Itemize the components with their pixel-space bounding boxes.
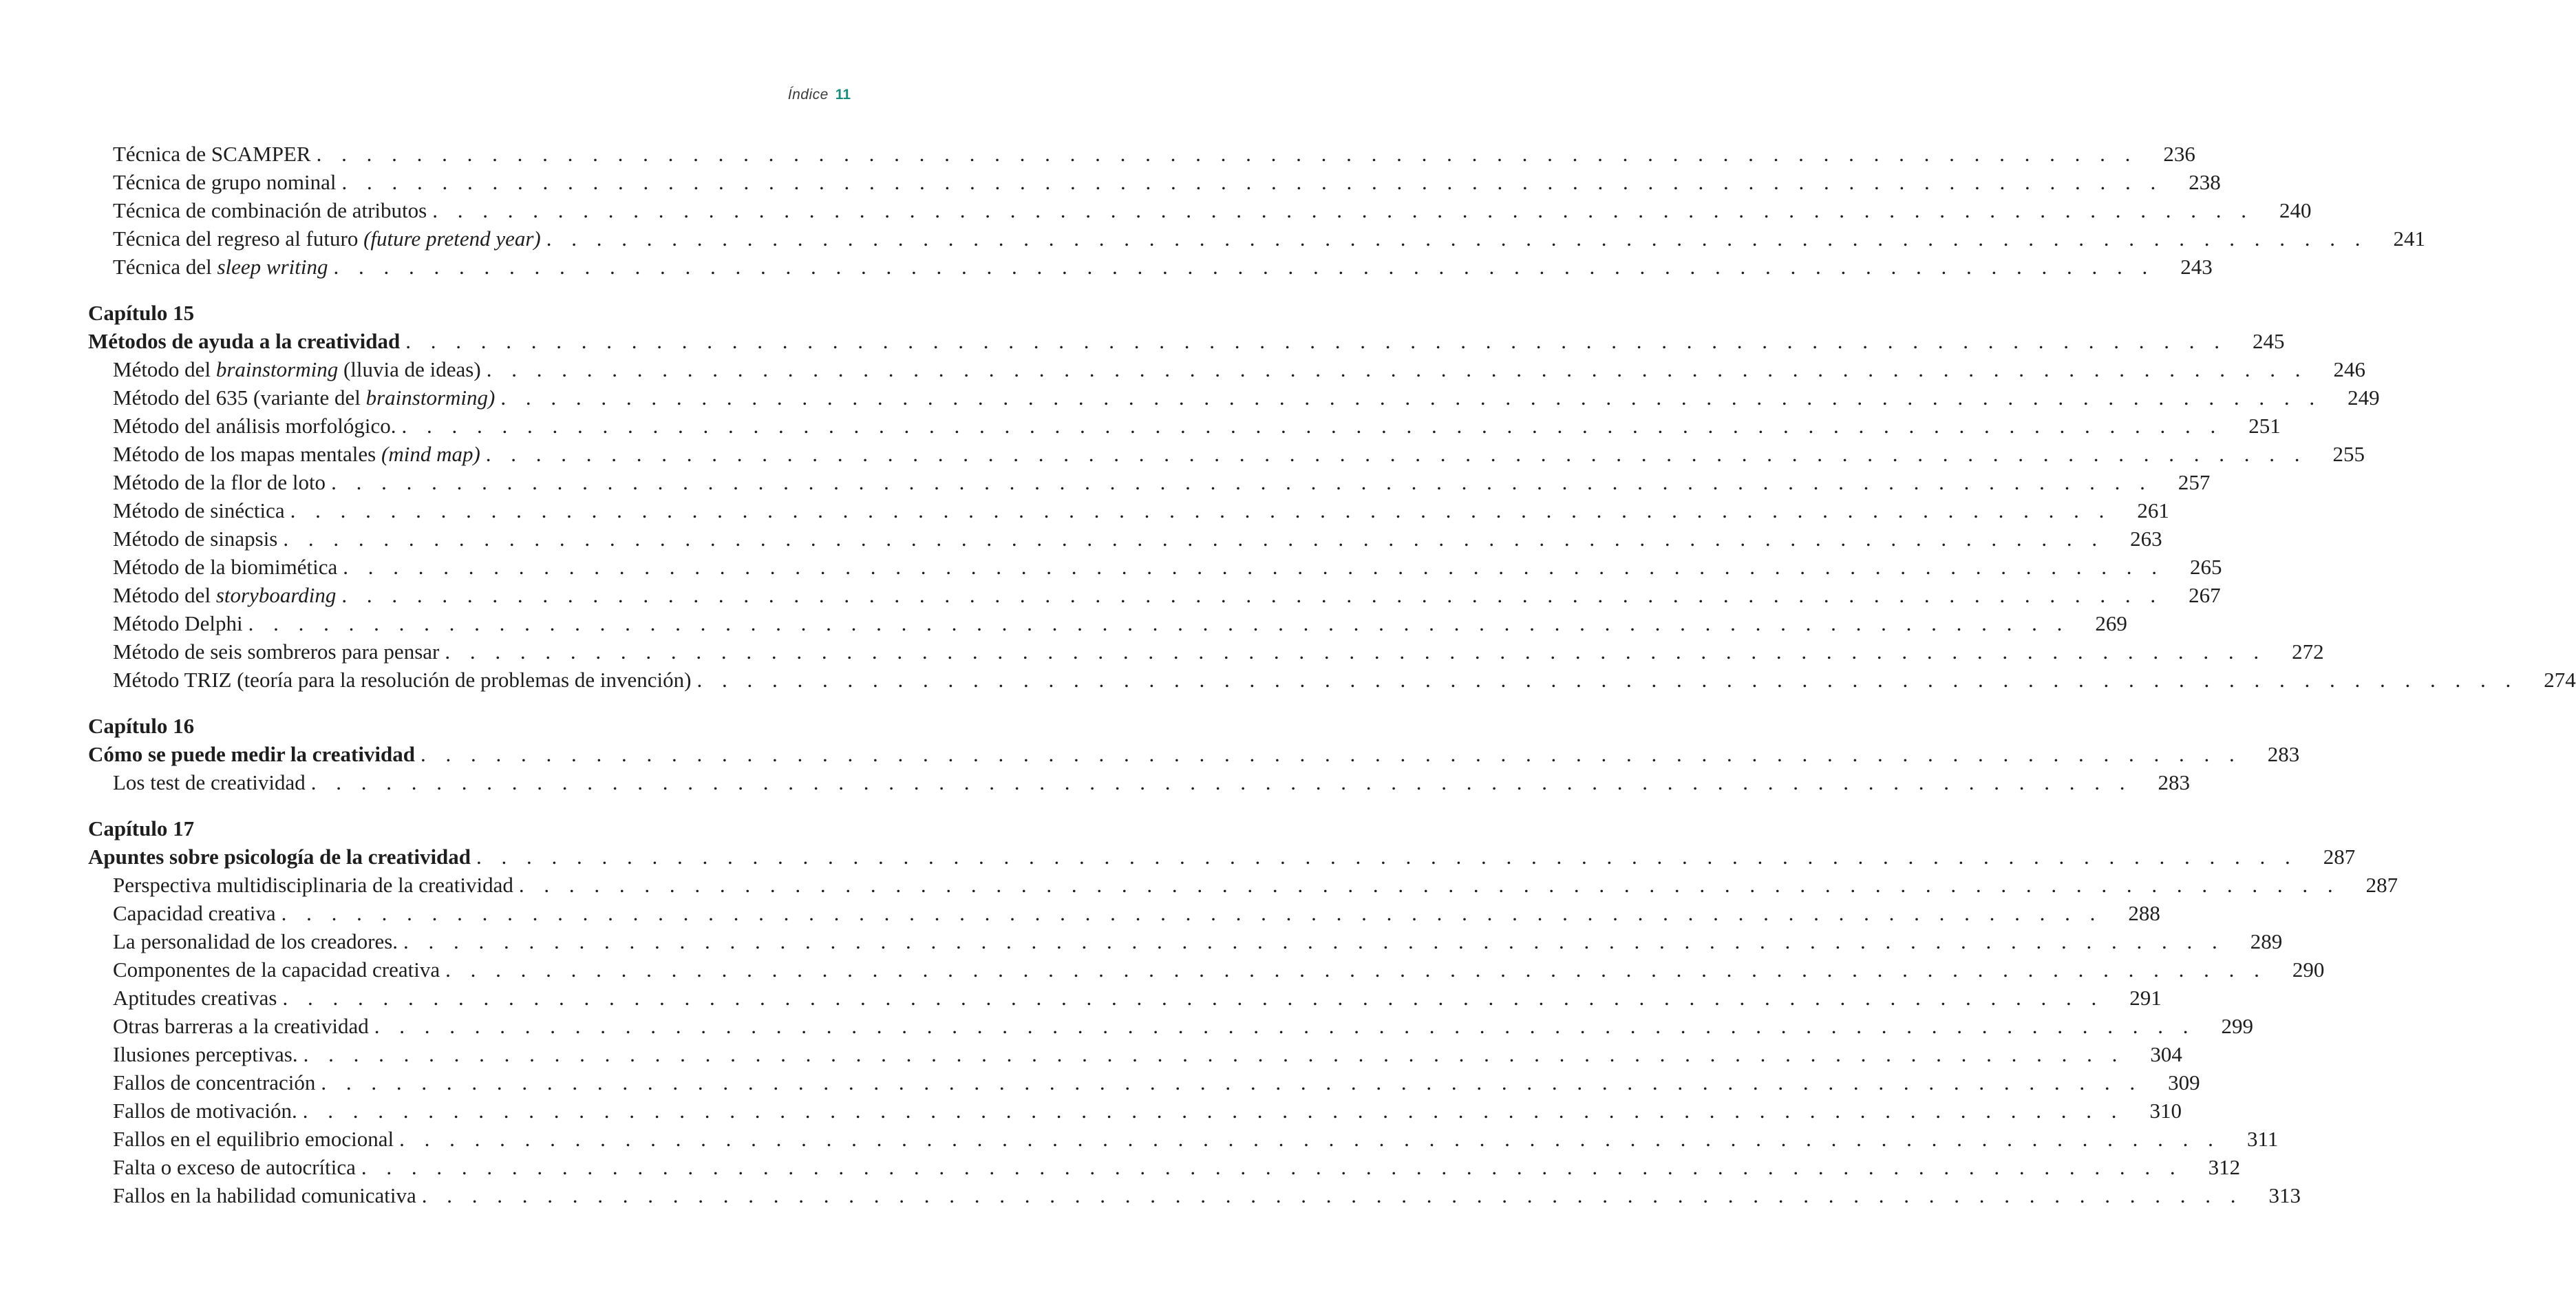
- dot-leader: . . . . . . . . . . . . . . . . . . . . . . . . . . . . . . . . . . . . . . . . . . . . . . . . . . . . . . . . . . . . . . . . . . . . . . . . .: [546, 226, 2368, 251]
- toc-entry-title: [88, 871, 513, 899]
- chapter-label: Capítulo 17: [88, 816, 195, 840]
- toc-entry-row[interactable]: [88, 927, 2283, 955]
- toc-chapter-title-row[interactable]: [88, 740, 2300, 768]
- toc-page-number: 251: [2248, 414, 2281, 438]
- dot-leader: . . . . . . . . . . . . . . . . . . . . . . . . . . . . . . . . . . . . . . . . . . . . . . . . . . . . . . . . . . . . . . . . . . . . . . . . .: [445, 958, 2267, 982]
- title-segment: Método de la flor de loto: [113, 470, 326, 494]
- toc-entry-title: [88, 637, 439, 666]
- title-segment: Técnica de grupo nominal: [113, 170, 337, 194]
- toc-entry-title: [88, 412, 396, 440]
- title-segment: Método del: [113, 583, 216, 607]
- page-number: 11: [835, 87, 851, 103]
- toc-entry-row[interactable]: [88, 871, 2398, 899]
- toc-entry-title: [88, 609, 243, 637]
- toc-page-number: 289: [2250, 929, 2283, 953]
- toc-page-number: 257: [2178, 470, 2211, 494]
- toc-page-number: 291: [2129, 986, 2162, 1010]
- toc-entry-title: [88, 383, 495, 412]
- toc-page-number: 310: [2149, 1099, 2182, 1123]
- title-segment: (mind map): [381, 442, 480, 466]
- dot-leader: . . . . . . . . . . . . . . . . . . . . . . . . . . . . . . . . . . . . . . . . . . . . . . . . . . . . . . . . . . . . . . . . . . . . . . . . .: [476, 845, 2298, 869]
- dot-leader: . . . . . . . . . . . . . . . . . . . . . . . . . . . . . . . . . . . . . . . . . . . . . . . . . . . . . . . . . . . . . . . . . . . . . . . . .: [403, 929, 2225, 953]
- title-segment: Método del 635 (variante del: [113, 385, 366, 410]
- toc-entry-title: [88, 899, 276, 927]
- dot-leader: . . . . . . . . . . . . . . . . . . . . . . . . . . . . . . . . . . . . . . . . . . . . . . . . . . . . . . . . . . . . . . . . . . . . . . . . .: [445, 639, 2266, 664]
- title-segment: storyboarding: [215, 583, 337, 607]
- toc-entry-row[interactable]: [88, 168, 2221, 196]
- title-segment: Ilusiones perceptivas.: [113, 1042, 298, 1066]
- dot-leader: . . . . . . . . . . . . . . . . . . . . . . . . . . . . . . . . . . . . . . . . . . . . . . . . . . . . . . . . . . . . . . . . . . . . . . . . .: [401, 414, 2223, 438]
- toc-page-number: 304: [2150, 1042, 2182, 1066]
- dot-leader: . . . . . . . . . . . . . . . . . . . . . . . . . . . . . . . . . . . . . . . . . . . . . . . . . . . . . . . . . . . . . . . . . . . . . . . . .: [248, 611, 2069, 635]
- chapter-label: Capítulo 15: [88, 301, 195, 325]
- title-segment: Capacidad creativa: [113, 901, 276, 925]
- title-segment: (future pretend year): [363, 226, 541, 251]
- toc-entry-row[interactable]: [88, 899, 2160, 927]
- toc-entry-title: [88, 843, 471, 871]
- title-segment: Falta o exceso de autocrítica: [113, 1155, 356, 1179]
- toc-entry-row[interactable]: [88, 581, 2221, 609]
- toc-entry-row[interactable]: [88, 253, 2213, 281]
- toc-entry-title: [88, 553, 337, 581]
- toc-entry-title: [88, 984, 277, 1012]
- table-of-contents: [88, 140, 2576, 1209]
- title-segment: Métodos de ayuda a la creatividad: [88, 329, 401, 353]
- toc-entry-row[interactable]: [88, 496, 2169, 525]
- toc-page-number: 265: [2190, 555, 2222, 579]
- toc-page-number: 263: [2130, 527, 2162, 551]
- running-head-label: Índice: [787, 87, 829, 103]
- toc-page-number: 283: [2158, 770, 2191, 794]
- section-gap: [88, 694, 824, 712]
- toc-page-number: 249: [2348, 385, 2380, 410]
- toc-entry-row[interactable]: [88, 666, 2576, 694]
- dot-leader: . . . . . . . . . . . . . . . . . . . . . . . . . . . . . . . . . . . . . . . . . . . . . . . . . . . . . . . . . . . . . . . . . . . . . . . . .: [374, 1014, 2196, 1038]
- title-segment: Método Delphi: [113, 611, 243, 635]
- dot-leader: . . . . . . . . . . . . . . . . . . . . . . . . . . . . . . . . . . . . . . . . . . . . . . . . . . . . . . . . . . . . . . . . . . . . . . . . .: [405, 329, 2227, 353]
- title-segment: Los test de creatividad: [113, 770, 306, 794]
- toc-entry-row[interactable]: [88, 553, 2222, 581]
- toc-page-number: 287: [2365, 873, 2398, 897]
- toc-entry-row[interactable]: [88, 1097, 2182, 1125]
- toc-entry-title: [88, 666, 691, 694]
- toc-entry-title: [88, 927, 398, 955]
- title-segment: Fallos de motivación.: [113, 1099, 297, 1123]
- toc-entry-title: [88, 740, 415, 768]
- toc-entry-row[interactable]: [88, 1012, 2254, 1040]
- title-segment: Componentes de la capacidad creativa: [113, 958, 440, 982]
- toc-entry-title: [88, 768, 306, 796]
- dot-leader: . . . . . . . . . . . . . . . . . . . . . . . . . . . . . . . . . . . . . . . . . . . . . . . . . . . . . . . . . . . . . . . . . . . . . . . . .: [486, 357, 2308, 381]
- title-segment: (lluvia de ideas): [338, 357, 481, 381]
- toc-entry-title: [88, 1097, 297, 1125]
- toc-entry-title: [88, 581, 336, 609]
- toc-page-number: 243: [2180, 255, 2213, 279]
- dot-leader: . . . . . . . . . . . . . . . . . . . . . . . . . . . . . . . . . . . . . . . . . . . . . . . . . . . . . . . . . . . . . . . . . . . . . . . . .: [485, 442, 2308, 466]
- dot-leader: . . . . . . . . . . . . . . . . . . . . . . . . . . . . . . . . . . . . . . . . . . . . . . . . . . . . . . . . . . . . . . . . . . . . . . . . .: [282, 986, 2104, 1010]
- dot-leader: . . . . . . . . . . . . . . . . . . . . . . . . . . . . . . . . . . . . . . . . . . . . . . . . . . . . . . . . . . . . . . . . . . . . . . . . .: [310, 770, 2133, 794]
- toc-entry-row[interactable]: [88, 1125, 2279, 1153]
- toc-entry-row[interactable]: [88, 224, 2426, 253]
- toc-page-number: 313: [2268, 1183, 2301, 1207]
- title-segment: La personalidad de los creadores.: [113, 929, 398, 953]
- dot-leader: . . . . . . . . . . . . . . . . . . . . . . . . . . . . . . . . . . . . . . . . . . . . . . . . . . . . . . . . . . . . . . . . . . . . . . . . .: [321, 1070, 2142, 1094]
- toc-page-number: 240: [2279, 198, 2312, 222]
- title-segment: Fallos en el equilibrio emocional: [113, 1127, 394, 1151]
- toc-page-number: 299: [2221, 1014, 2254, 1038]
- toc-page-number: 309: [2168, 1070, 2200, 1094]
- title-segment: Método del análisis morfológico.: [113, 414, 396, 438]
- toc-page-number: 255: [2332, 442, 2365, 466]
- toc-entry-title: [88, 140, 311, 168]
- dot-leader: . . . . . . . . . . . . . . . . . . . . . . . . . . . . . . . . . . . . . . . . . . . . . . . . . . . . . . . . . . . . . . . . . . . . . . . . .: [290, 498, 2111, 522]
- title-segment: Cómo se puede medir la creatividad: [88, 742, 416, 766]
- title-segment: Aptitudes creativas: [113, 986, 277, 1010]
- title-segment: Método TRIZ (teoría para la resolución de problemas de invención): [113, 668, 692, 692]
- toc-page-number: 311: [2246, 1127, 2279, 1151]
- toc-entry-row[interactable]: [88, 1040, 2182, 1068]
- toc-entry-title: [88, 253, 328, 281]
- title-segment: Apuntes sobre psicología de la creatividad: [88, 845, 471, 869]
- toc-entry-row[interactable]: [88, 383, 2380, 412]
- dot-leader: . . . . . . . . . . . . . . . . . . . . . . . . . . . . . . . . . . . . . . . . . . . . . . . . . . . . . . . . . . . . . . . . . . . . . . . . .: [500, 385, 2322, 410]
- toc-page-number: 287: [2323, 845, 2356, 869]
- toc-entry-row[interactable]: [88, 637, 2324, 666]
- toc-page-number: 288: [2128, 901, 2160, 925]
- toc-entry-row[interactable]: [88, 468, 2211, 496]
- toc-page-number: 246: [2333, 357, 2365, 381]
- title-segment: Técnica del: [113, 255, 217, 279]
- toc-entry-title: [88, 525, 277, 553]
- dot-leader: . . . . . . . . . . . . . . . . . . . . . . . . . . . . . . . . . . . . . . . . . . . . . . . . . . . . . . . . . . . . . . . . . . . . . . . . .: [303, 1042, 2125, 1066]
- toc-entry-row[interactable]: [88, 196, 2312, 224]
- title-segment: Fallos en la habilidad comunicativa: [113, 1183, 416, 1207]
- toc-entry-row[interactable]: [88, 1068, 2200, 1097]
- toc-page-number: 274: [2544, 668, 2576, 692]
- title-segment: Perspectiva multidisciplinaria de la creatividad: [113, 873, 513, 897]
- dot-leader: . . . . . . . . . . . . . . . . . . . . . . . . . . . . . . . . . . . . . . . . . . . . . . . . . . . . . . . . . . . . . . . . . . . . . . . . .: [343, 555, 2164, 579]
- toc-entry-row[interactable]: [88, 1153, 2241, 1181]
- dot-leader: . . . . . . . . . . . . . . . . . . . . . . . . . . . . . . . . . . . . . . . . . . . . . . . . . . . . . . . . . . . . . . . . . . . . . . . . .: [432, 198, 2254, 222]
- title-segment: Técnica de SCAMPER: [113, 142, 311, 166]
- toc-entry-title: [88, 196, 427, 224]
- dot-leader: . . . . . . . . . . . . . . . . . . . . . . . . . . . . . . . . . . . . . . . . . . . . . . . . . . . . . . . . . . . . . . . . . . . . . . . . .: [341, 170, 2163, 194]
- toc-entry-row[interactable]: [88, 140, 2195, 168]
- toc-chapter-title-row[interactable]: [88, 843, 2356, 871]
- title-segment: Otras barreras a la creatividad: [113, 1014, 369, 1038]
- toc-entry-row[interactable]: [88, 525, 2162, 553]
- toc-entry-title: [88, 1012, 369, 1040]
- toc-entry-row[interactable]: [88, 768, 2191, 796]
- title-segment: brainstorming): [365, 385, 496, 410]
- dot-leader: . . . . . . . . . . . . . . . . . . . . . . . . . . . . . . . . . . . . . . . . . . . . . . . . . . . . . . . . . . . . . . . . . . . . . . . . .: [421, 742, 2242, 766]
- toc-page-number: 312: [2208, 1155, 2241, 1179]
- toc-entry-title: [88, 1153, 356, 1181]
- toc-page-number: 267: [2189, 583, 2221, 607]
- chapter-label: Capítulo 16: [88, 714, 195, 738]
- dot-leader: . . . . . . . . . . . . . . . . . . . . . . . . . . . . . . . . . . . . . . . . . . . . . . . . . . . . . . . . . . . . . . . . . . . . . . . . .: [421, 1183, 2244, 1207]
- title-segment: Técnica del regreso al futuro: [113, 226, 364, 251]
- dot-leader: . . . . . . . . . . . . . . . . . . . . . . . . . . . . . . . . . . . . . . . . . . . . . . . . . . . . . . . . . . . . . . . . . . . . . . . . .: [302, 1099, 2125, 1123]
- dot-leader: . . . . . . . . . . . . . . . . . . . . . . . . . . . . . . . . . . . . . . . . . . . . . . . . . . . . . . . . . . . . . . . . . . . . . . . . .: [333, 255, 2155, 279]
- toc-entry-title: [88, 955, 440, 984]
- title-segment: brainstorming: [215, 357, 339, 381]
- toc-page-number: 236: [2163, 142, 2195, 166]
- toc-entry-title: [88, 468, 326, 496]
- section-gap: [88, 281, 824, 299]
- toc-entry-title: [88, 1125, 394, 1153]
- dot-leader: . . . . . . . . . . . . . . . . . . . . . . . . . . . . . . . . . . . . . . . . . . . . . . . . . . . . . . . . . . . . . . . . . . . . . . . . .: [341, 583, 2163, 607]
- toc-page-number: 238: [2189, 170, 2221, 194]
- toc-page-number: 290: [2292, 958, 2325, 982]
- toc-entry-row[interactable]: [88, 440, 2365, 468]
- toc-entry-row[interactable]: [88, 412, 2281, 440]
- toc-chapter-title-row[interactable]: [88, 327, 2285, 355]
- toc-entry-row[interactable]: [88, 609, 2127, 637]
- toc-entry-title: [88, 224, 541, 253]
- section-gap: [88, 796, 824, 814]
- dot-leader: . . . . . . . . . . . . . . . . . . . . . . . . . . . . . . . . . . . . . . . . . . . . . . . . . . . . . . . . . . . . . . . . . . . . . . . . .: [361, 1155, 2183, 1179]
- toc-entry-row[interactable]: [88, 955, 2325, 984]
- dot-leader: . . . . . . . . . . . . . . . . . . . . . . . . . . . . . . . . . . . . . . . . . . . . . . . . . . . . . . . . . . . . . . . . . . . . . . . . .: [281, 901, 2103, 925]
- toc-entry-title: [88, 496, 285, 525]
- dot-leader: . . . . . . . . . . . . . . . . . . . . . . . . . . . . . . . . . . . . . . . . . . . . . . . . . . . . . . . . . . . . . . . . . . . . . . . . .: [316, 142, 2138, 166]
- dot-leader: . . . . . . . . . . . . . . . . . . . . . . . . . . . . . . . . . . . . . . . . . . . . . . . . . . . . . . . . . . . . . . . . . . . . . . . . .: [518, 873, 2341, 897]
- toc-page-number: 245: [2253, 329, 2285, 353]
- toc-entry-title: [88, 327, 400, 355]
- dot-leader: . . . . . . . . . . . . . . . . . . . . . . . . . . . . . . . . . . . . . . . . . . . . . . . . . . . . . . . . . . . . . . . . . . . . . . . . .: [696, 668, 2518, 692]
- toc-entry-title: [88, 1181, 416, 1209]
- toc-page-number: 283: [2267, 742, 2300, 766]
- title-segment: Método de seis sombreros para pensar: [113, 639, 440, 664]
- toc-page-number: 261: [2137, 498, 2169, 522]
- title-segment: Método de sinapsis: [113, 527, 278, 551]
- toc-entry-row[interactable]: [88, 1181, 2301, 1209]
- dot-leader: . . . . . . . . . . . . . . . . . . . . . . . . . . . . . . . . . . . . . . . . . . . . . . . . . . . . . . . . . . . . . . . . . . . . . . . . .: [399, 1127, 2221, 1151]
- toc-entry-title: [88, 168, 337, 196]
- title-segment: Método de la biomimética: [113, 555, 338, 579]
- title-segment: Fallos de concentración: [113, 1070, 316, 1094]
- toc-page-number: 269: [2095, 611, 2127, 635]
- dot-leader: . . . . . . . . . . . . . . . . . . . . . . . . . . . . . . . . . . . . . . . . . . . . . . . . . . . . . . . . . . . . . . . . . . . . . . . . .: [283, 527, 2105, 551]
- title-segment: Método del: [113, 357, 216, 381]
- dot-leader: . . . . . . . . . . . . . . . . . . . . . . . . . . . . . . . . . . . . . . . . . . . . . . . . . . . . . . . . . . . . . . . . . . . . . . . . .: [331, 470, 2153, 494]
- toc-entry-title: [88, 355, 481, 383]
- title-segment: Técnica de combinación de atributos: [113, 198, 427, 222]
- title-segment: Método de sinéctica: [113, 498, 285, 522]
- toc-entry-title: [88, 1040, 298, 1068]
- toc-page-number: 241: [2393, 226, 2426, 251]
- toc-page-number: 272: [2292, 639, 2324, 664]
- title-segment: Método de los mapas mentales: [113, 442, 381, 466]
- toc-entry-row[interactable]: [88, 355, 2365, 383]
- running-head: [788, 87, 851, 103]
- toc-entry-title: [88, 440, 480, 468]
- title-segment: sleep writing: [217, 255, 328, 279]
- toc-entry-row[interactable]: [88, 984, 2162, 1012]
- toc-entry-title: [88, 1068, 315, 1097]
